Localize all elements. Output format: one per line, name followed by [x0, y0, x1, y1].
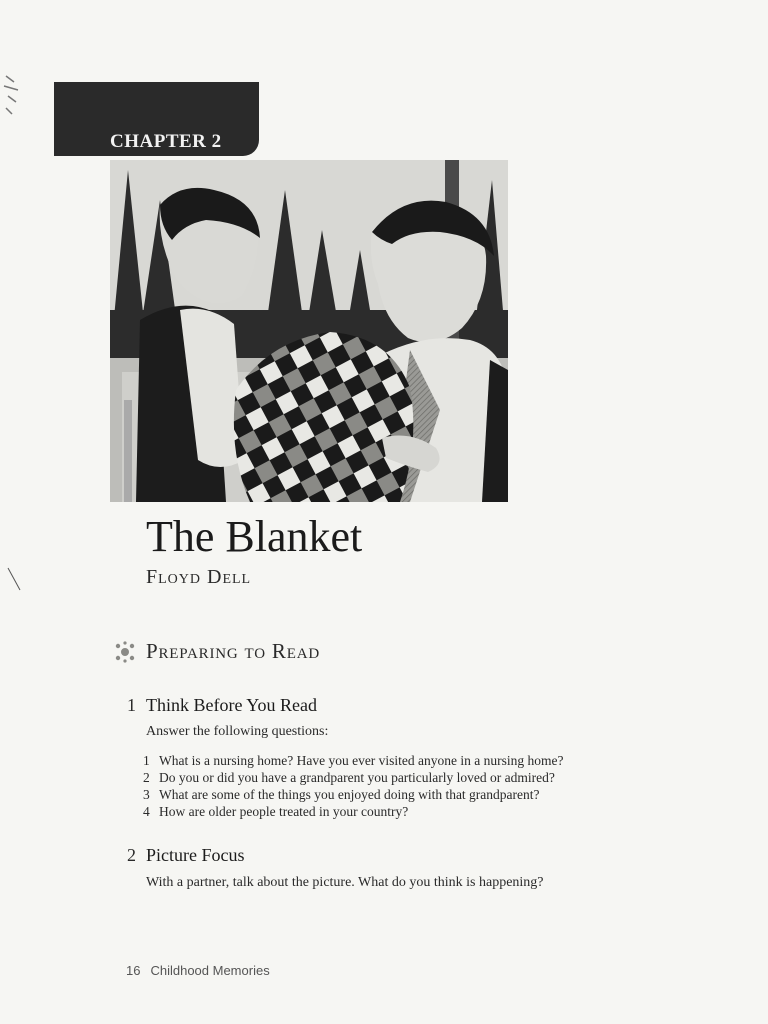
scan-noise-mark [0, 68, 34, 138]
story-illustration [110, 160, 508, 502]
activity-number: 1 [127, 695, 136, 715]
question-item [143, 803, 564, 820]
question-number: 4 [143, 804, 150, 819]
activity-instructions: Answer the following questions: [146, 724, 329, 739]
question-item [143, 786, 564, 803]
chapter-label: CHAPTER 2 [110, 131, 222, 152]
activity-title: Picture Focus [146, 845, 245, 865]
story-title: The Blanket [146, 512, 363, 561]
activity-instructions: With a partner, talk about the picture. What do you think is happening? [146, 875, 544, 890]
decorative-ornament-icon [112, 640, 138, 664]
page-number: 16 [126, 963, 141, 978]
question-text: What are some of the things you enjoyed doing with that grandparent? [159, 787, 540, 802]
question-text: What is a nursing home? Have you ever visited anyone in a nursing home? [159, 753, 564, 768]
question-number: 1 [143, 753, 150, 768]
question-item [143, 769, 564, 786]
activity-title: Think Before You Read [146, 695, 317, 715]
page-footer [126, 963, 270, 978]
section-title: Preparing to Read [146, 639, 320, 663]
question-text: Do you or did you have a grandparent you particularly loved or admired? [159, 770, 555, 785]
question-number: 2 [143, 770, 150, 785]
question-number: 3 [143, 787, 150, 802]
story-author: Floyd Dell [146, 566, 252, 588]
question-text: How are older people treated in your country? [159, 804, 409, 819]
question-item [143, 752, 564, 769]
question-list [143, 752, 564, 820]
unit-title: Childhood Memories [150, 963, 270, 978]
scan-stray-line [6, 566, 22, 592]
activity-number: 2 [127, 845, 136, 865]
